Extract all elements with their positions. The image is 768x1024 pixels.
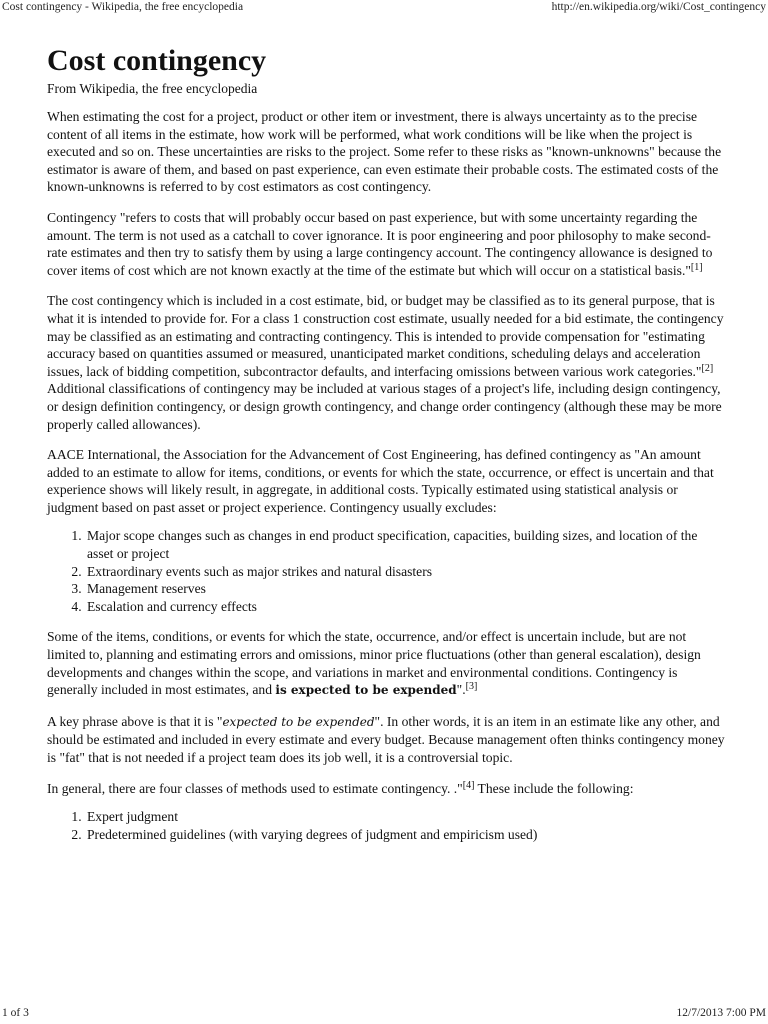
paragraph-methods <box>47 780 727 798</box>
page-title: Cost contingency <box>47 44 267 77</box>
paragraph-key-phrase <box>47 713 727 767</box>
paragraph-uncertain-items-text: Some of the items, conditions, or events for which the state, occurrence, and/or effect is uncertain include, but are not limited to, planning and estimating errors and omissions, minor price fluctuations (other than general escalation), design developments and changes within the scope, and variations in market and environmental conditions. Contingency is generally included in most estimates, and <box>47 629 701 698</box>
print-header-url[interactable]: http://en.wikipedia.org/wiki/Cost_contingency <box>551 1 766 13</box>
list-item: 1. Major scope changes such as changes in end product specification, capacities, building sizes, and location of the asset or project <box>85 527 727 562</box>
reference-link-2[interactable]: [2] <box>701 362 714 374</box>
paragraph-key-phrase-start: A key phrase above is that it is " <box>47 713 223 729</box>
list-item: 3. Management reserves <box>85 580 727 598</box>
print-datetime: 12/7/2013 7:00 PM <box>676 1007 766 1019</box>
print-footer <box>0 1007 768 1019</box>
expected-expended-bold: is expected to be expended <box>275 683 457 698</box>
expected-expended-italic: expected to be expended <box>222 714 375 729</box>
paragraph-uncertain-items <box>47 628 727 699</box>
article <box>47 43 727 843</box>
print-header <box>0 1 768 13</box>
excludes-list <box>47 527 727 615</box>
paragraph-uncertain-items-end: ". <box>456 682 466 698</box>
paragraph-methods-text: In general, there are four classes of methods used to estimate contingency. ." <box>47 780 463 796</box>
page-number: 1 of 3 <box>2 1007 29 1019</box>
print-header-title: Cost contingency - Wikipedia, the free encyclopedia <box>2 1 244 13</box>
paragraph-classification <box>47 292 727 433</box>
paragraph-key-phrase-end: ". In other words, it is an item in an estimate like any other, and should be estimated and included in every estimate and every budget. Because management often thinks contingency money is "fat" that is not needed if a project team does its job well, it is a controversial topic. <box>47 713 725 765</box>
list-item: 1. Expert judgment <box>85 808 727 826</box>
reference-link-3[interactable]: [3] <box>465 681 478 693</box>
paragraph-definition <box>47 209 727 279</box>
list-item: 2. Predetermined guidelines (with varying degrees of judgment and empiricism used) <box>85 826 727 844</box>
paragraph-methods-end: These include the following: <box>474 780 634 796</box>
list-item: 2. Extraordinary events such as major strikes and natural disasters <box>85 563 727 581</box>
methods-list <box>47 808 727 843</box>
paragraph-classification-text-a: The cost contingency which is included in a cost estimate, bid, or budget may be classified as to its general purpose, that is what it is intended to provide for. For a class 1 construction cost estimate, usually needed for a bid estimate, the contingency may be classified as an estimating and contracting contingency. This is intended to provide compensation for "estimating accuracy based on quantities assumed or measured, unanticipated market conditions, scheduling delays and acceleration issues, lack of bidding competition, subcontractor defaults, and interfacing omissions between various work categories." <box>47 293 724 379</box>
reference-link-1[interactable]: [1] <box>690 261 703 273</box>
paragraph-definition-text: Contingency "refers to costs that will probably occur based on past experience, but with some uncertainty regarding the amount. The term is not used as a catchall to cover ignorance. It is poor engineering and poor philosophy to make second-rate estimates and then try to satisfy them by using a large contingency account. The contingency allowance is designed to cover items of cost which are not known exactly at the time of the estimate but which will occur on a statistical basis." <box>47 209 713 278</box>
list-item: 4. Escalation and currency effects <box>85 598 727 616</box>
reference-link-4[interactable]: [4] <box>462 779 475 791</box>
paragraph-intro: When estimating the cost for a project, product or other item or investment, there is always uncertainty as to the precise content of all items in the estimate, how work will be performed, what work conditions will be like when the project is executed and so on. These uncertainties are risks to the project. Some refer to these risks as "known-unknowns" because the estimator is aware of them, and based on past experience, can even estimate their probable costs. The estimated costs of the known-unknowns is referred to by cost estimators as cost contingency. <box>47 109 722 195</box>
page-subtitle: From Wikipedia, the free encyclopedia <box>47 81 258 96</box>
paragraph-classification-text-b: Additional classifications of contingency may be included at various stages of a project's life, including design contingency, or design definition contingency, or design growth contingency, and change order contingency (although these may be more properly called allowances). <box>47 381 722 432</box>
paragraph-aace: AACE International, the Association for the Advancement of Cost Engineering, has defined contingency as "An amount added to an estimate to allow for items, conditions, or events for which the state, occurrence, or effect is uncertain and that experience shows will likely result, in aggregate, in additional costs. Typically estimated using statistical analysis or judgment based on past asset or project experience. Contingency usually excludes: <box>47 447 714 515</box>
